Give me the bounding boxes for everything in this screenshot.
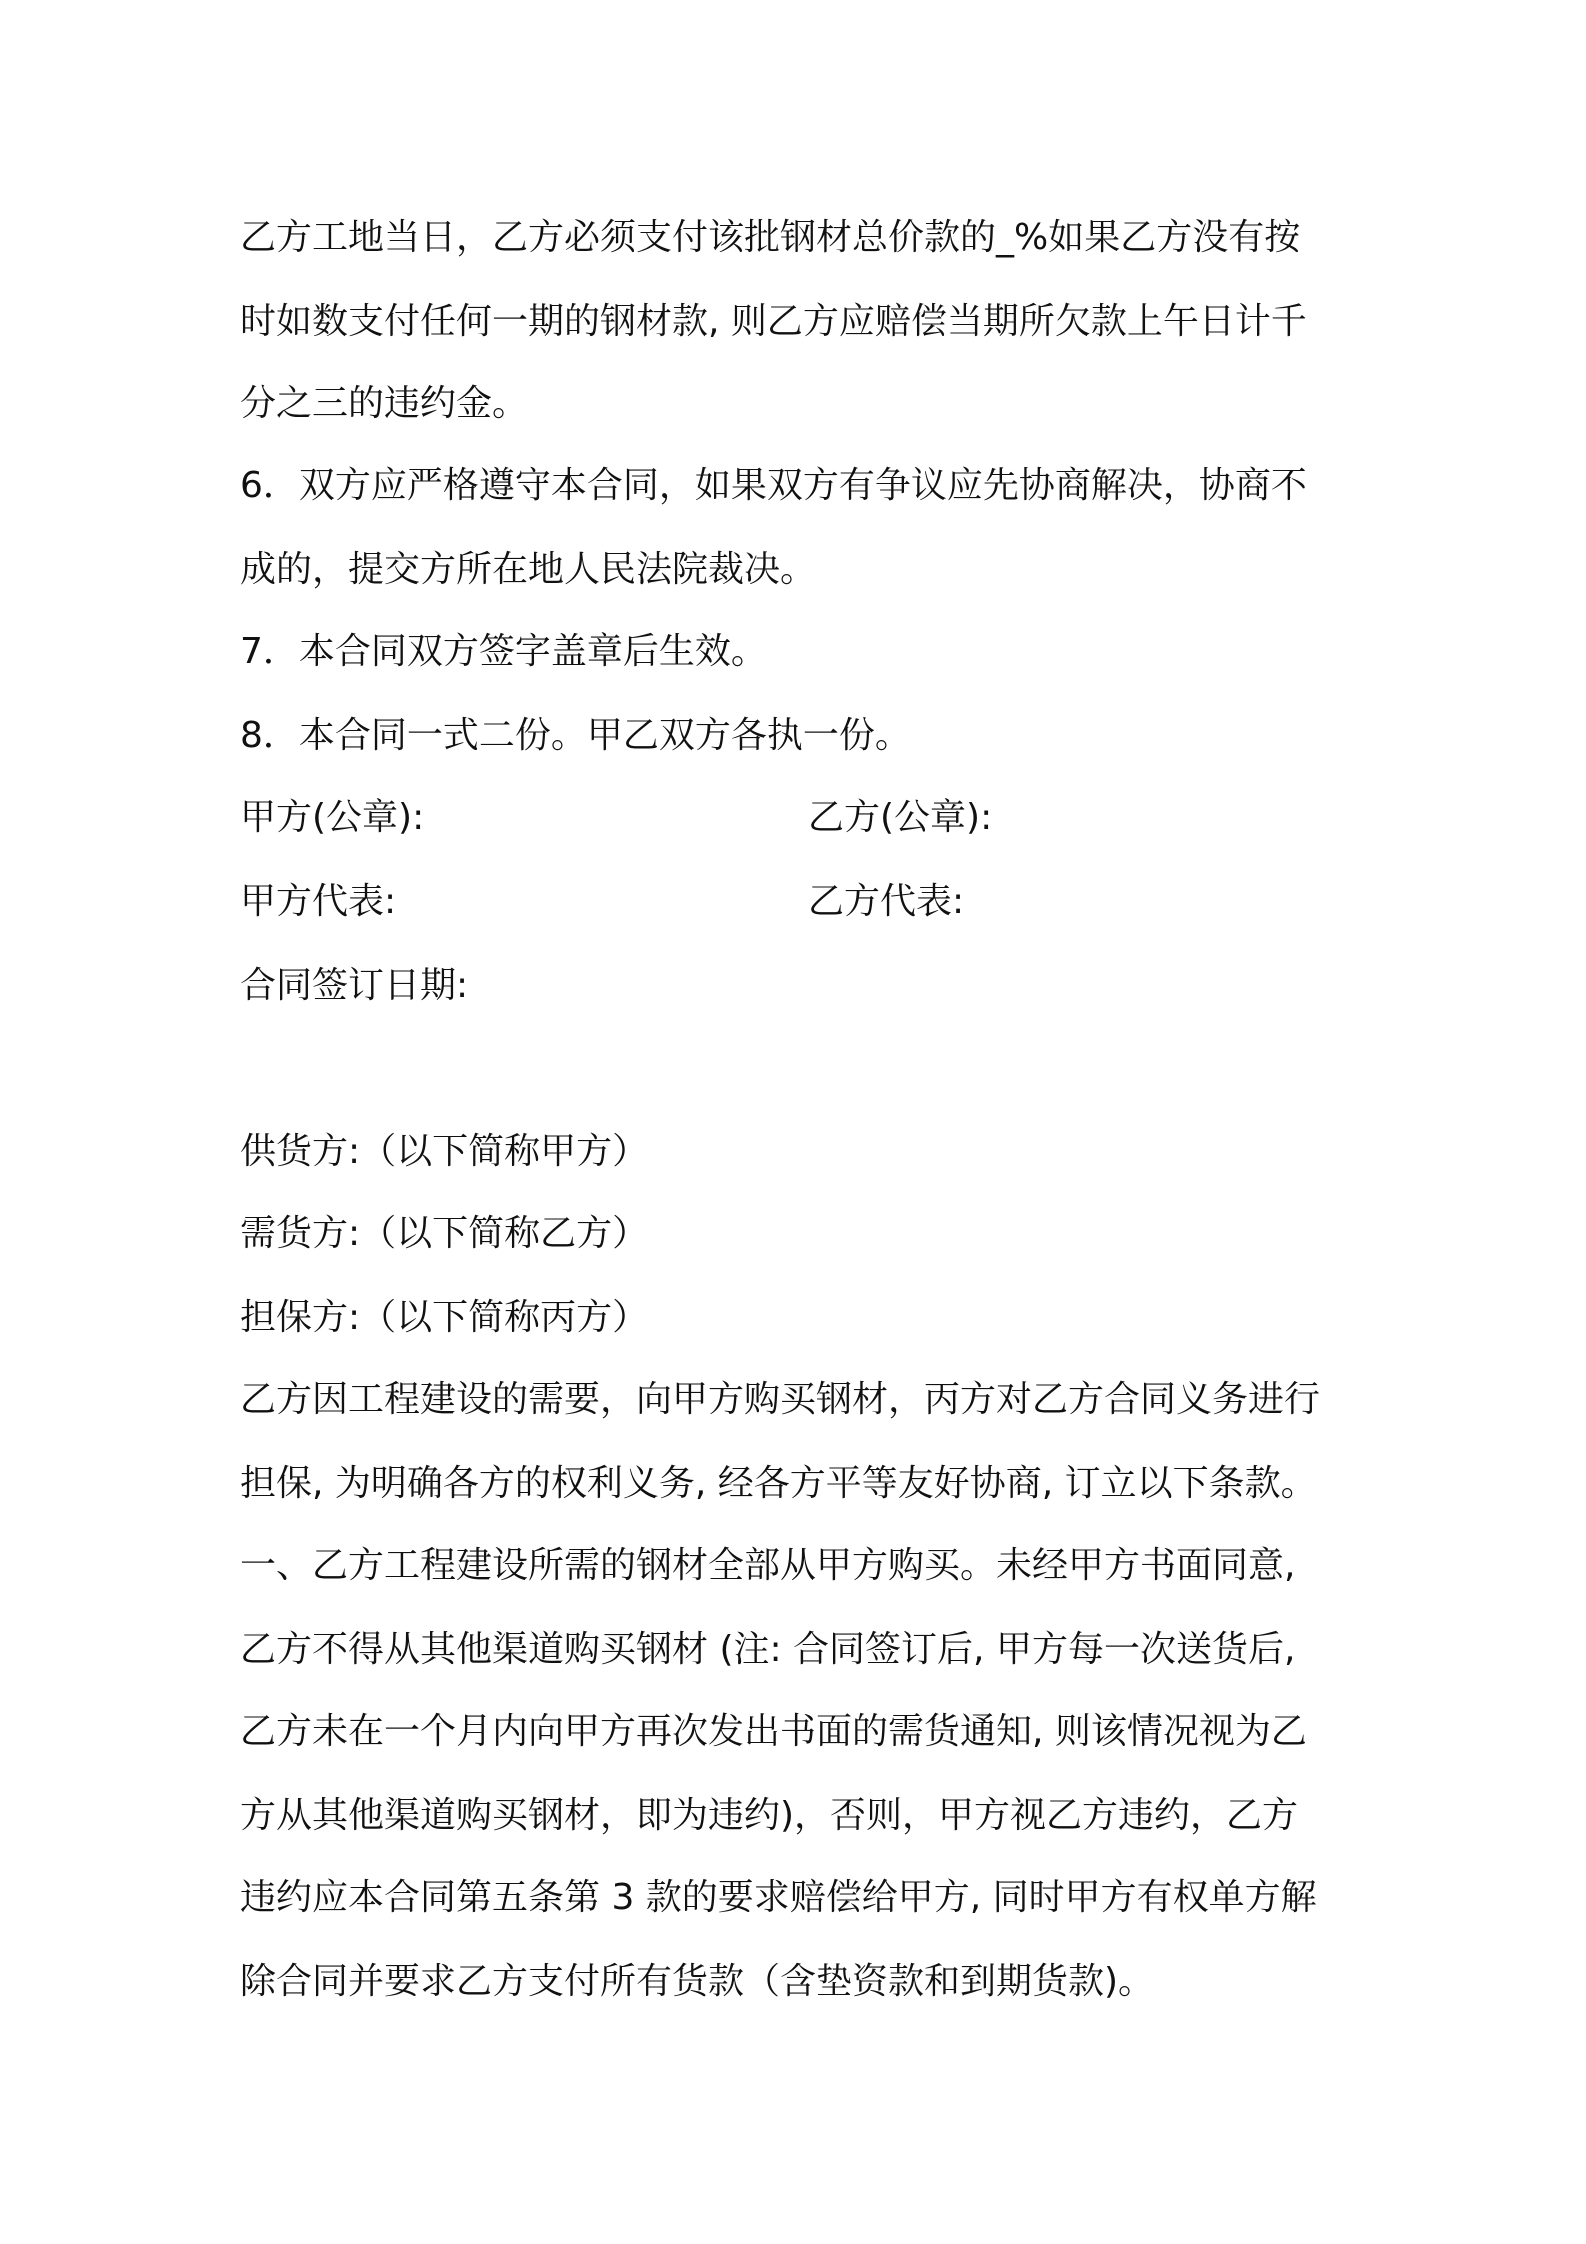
supplier-line: 供货方:（以下简称甲方）	[240, 1131, 649, 1172]
clause-6-line: 成的，提交方所在地人民法院裁决。	[240, 549, 817, 590]
text-line: 乙方工地当日，乙方必须支付该批钢材总价款的_%如果乙方没有按	[240, 217, 1301, 258]
clause-one-line: 一、乙方工程建设所需的钢材全部从甲方购买。未经甲方书面同意,	[240, 1545, 1296, 1586]
party-b-seal-label: 乙方(公章):	[808, 797, 993, 838]
sign-date-label: 合同签订日期:	[240, 965, 469, 1006]
clause-8: 8．本合同一式二份。甲乙双方各执一份。	[240, 715, 911, 756]
text-line: 时如数支付任何一期的钢材款, 则乙方应赔偿当期所欠款上午日计千	[240, 301, 1307, 342]
intro-line: 担保, 为明确各方的权利义务, 经各方平等友好协商, 订立以下条款。	[240, 1463, 1317, 1504]
intro-line: 乙方因工程建设的需要，向甲方购买钢材，丙方对乙方合同义务进行	[240, 1379, 1321, 1420]
clause-one-line: 方从其他渠道购买钢材，即为违约)，否则，甲方视乙方违约，乙方	[240, 1795, 1299, 1836]
clause-one-line: 乙方不得从其他渠道购买钢材 (注: 合同签订后, 甲方每一次送货后,	[240, 1629, 1296, 1670]
clause-one-line: 违约应本合同第五条第 3 款的要求赔偿给甲方, 同时甲方有权单方解	[240, 1877, 1317, 1918]
party-a-seal-label: 甲方(公章):	[240, 797, 425, 838]
clause-7: 7．本合同双方签字盖章后生效。	[240, 631, 767, 672]
clause-one-line: 除合同并要求乙方支付所有货款（含垫资款和到期货款)。	[240, 1961, 1155, 2002]
text-line: 分之三的违约金。	[240, 383, 529, 424]
clause-6-line: 6．双方应严格遵守本合同，如果双方有争议应先协商解决，协商不	[240, 465, 1307, 506]
guarantor-line: 担保方:（以下简称丙方）	[240, 1297, 649, 1338]
party-a-rep-label: 甲方代表:	[240, 881, 397, 922]
buyer-line: 需货方:（以下简称乙方）	[240, 1213, 649, 1254]
party-b-rep-label: 乙方代表:	[808, 881, 965, 922]
clause-one-line: 乙方未在一个月内向甲方再次发出书面的需货通知, 则该情况视为乙	[240, 1711, 1307, 1752]
